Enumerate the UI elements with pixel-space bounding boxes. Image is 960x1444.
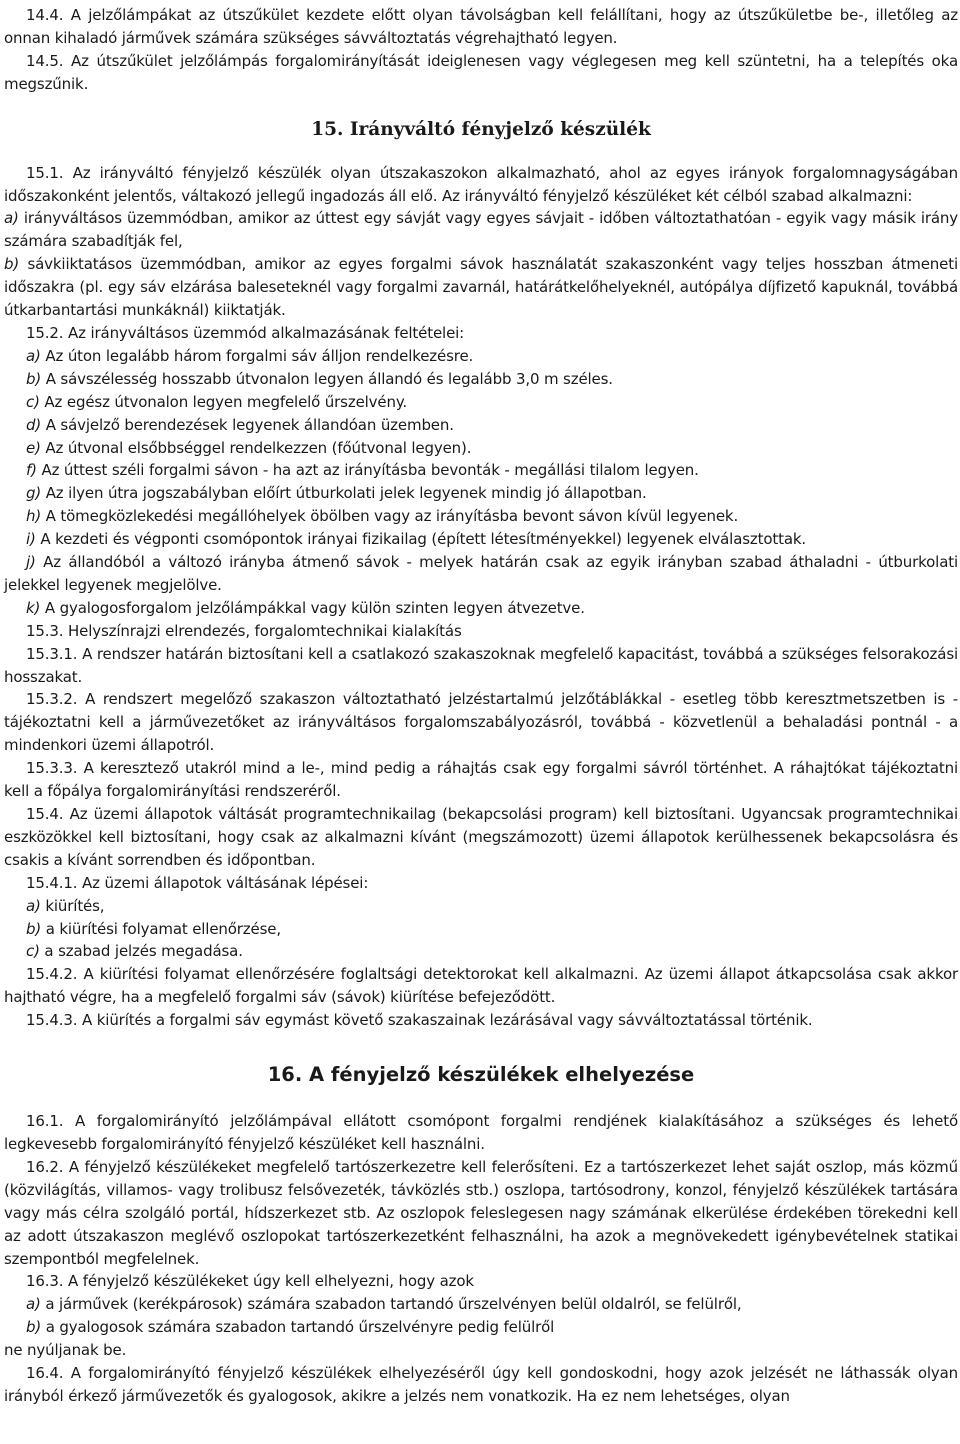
- list-item-16-3-b: [4, 1316, 958, 1339]
- paragraph-16-2: 16.2. A fényjelző készülékeket megfelelő tartószerkezetre kell felerősíteni. Ez a tartószerkezet lehet saját oszlop, más közmű (közvilágítás, villamos- vagy trolibusz felsővezeték, távközlés stb.) oszlopa, tartósodrony, konzol, fényjelző készülékek tartására vagy más célra szolgáló portál, hídszerkezet stb. Az oszlopok feleslegesen nagy számának elkerülése érdekében törekedni kell az adott útszakaszon meglévő oszlopokat tartószerkezetként felhasználni, ha azok a megnövekedett igénybevételnek statikai szempontból megfelelnek.: [4, 1157, 958, 1268]
- list-text: A tömegközlekedési megállóhelyek öbölben vagy az irányításba bevont sávon kívül legyenek.: [41, 507, 739, 526]
- list-item-15-2-b: [4, 368, 958, 391]
- list-text: Az egész útvonalon legyen megfelelő űrszelvény.: [39, 392, 408, 411]
- paragraph-15-1: 15.1. Az irányváltó fényjelző készülék olyan útszakaszokon alkalmazható, ahol az egyes irányok forgalomnagyságában időszakonként jelentős, váltakozó jellegű ingadozás áll elő. Az irányváltó fényjelző készüléket két célból szabad alkalmazni:: [4, 163, 958, 205]
- paragraph-15-4-1: 15.4.1. Az üzemi állapotok váltásának lépései:: [26, 873, 369, 892]
- document-page: [4, 4, 958, 1408]
- paragraph-14-5: 14.5. Az útszűkület jelzőlámpás forgalomirányítását ideiglenesen vagy véglegesen meg kell szüntetni, ha a telepítés oka megszűnik.: [4, 51, 958, 93]
- paragraph-15-3-1: 15.3.1. A rendszer határán biztosítani kell a csatlakozó szakaszoknak megfelelő kapacitást, továbbá a szükséges felsorakozási hosszakat.: [4, 644, 958, 686]
- list-item-15-2-f: [4, 459, 958, 482]
- list-label: g): [26, 484, 42, 503]
- list-label: c): [26, 392, 40, 411]
- list-text: a szabad jelzés megadása.: [39, 942, 243, 961]
- list-item-15-2-a: [4, 345, 958, 368]
- list-label: k): [26, 598, 41, 617]
- list-text: A sávjelző berendezések legyenek állandóan üzemben.: [41, 415, 454, 434]
- paragraph-15-3: 15.3. Helyszínrajzi elrendezés, forgalomtechnikai kialakítás: [26, 621, 462, 640]
- list-text: irányváltásos üzemmódban, amikor az úttest egy sávját vagy egyes sávjait - időben változtathatóan - egyik vagy másik irány számára szabadítják fel,: [4, 209, 958, 251]
- list-item-15-4-1-a: [4, 895, 958, 918]
- list-label: f): [26, 461, 37, 480]
- list-item-16-3-a: [4, 1293, 958, 1316]
- list-text: a gyalogosok számára szabadon tartandó űrszelvényre pedig felülről: [41, 1318, 555, 1337]
- paragraph-14-4: 14.4. A jelzőlámpákat az útszűkület kezdete előtt olyan távolságban kell felállítani, hogy az útszűkületbe be-, illetőleg az onnan kihaladó járművek számára szükséges sávváltoztatás végrehajtható legyen.: [4, 6, 958, 47]
- list-text: A kezdeti és végponti csomópontok irányai fizikailag (épített létesítményekkel) legyenek elválasztottak.: [35, 530, 807, 549]
- list-item-15-2-i: [4, 528, 958, 551]
- list-label: b): [26, 369, 42, 388]
- list-label: b): [4, 255, 20, 274]
- list-item-15-2-e: [4, 437, 958, 460]
- list-label: b): [26, 919, 42, 938]
- list-text: Az ilyen útra jogszabályban előírt útburkolati jelek legyenek mindig jó állapotban.: [41, 484, 647, 503]
- list-item-15-2-k: [4, 597, 958, 620]
- list-label: a): [26, 1295, 41, 1314]
- list-text: a kiürítési folyamat ellenőrzése,: [41, 919, 281, 938]
- list-label: b): [26, 1318, 42, 1337]
- paragraph-15-4: 15.4. Az üzemi állapotok váltását programtechnikailag (bekapcsolási program) kell biztosítani. Ugyancsak programtechnikai eszközökkel kell biztosítani, hogy csak az alkalmazni kívánt (megszámozott) üzemi állapotok kerülhessenek bekapcsolásra és csakis a kívánt sorrendben és időpontban.: [4, 805, 958, 869]
- list-label: a): [26, 896, 41, 915]
- paragraph-16-1: 16.1. A forgalomirányító jelzőlámpával ellátott csomópont forgalmi rendjének kialakításához a szükséges és lehető legkevesebb forgalomirányító fényjelző készüléket kell használni.: [4, 1112, 958, 1153]
- list-item-15-4-1-b: [4, 918, 958, 941]
- list-label: d): [26, 415, 42, 434]
- paragraph-15-2: 15.2. Az irányváltásos üzemmód alkalmazásának feltételei:: [26, 323, 465, 342]
- list-label: i): [26, 530, 36, 549]
- list-item-15-2-j: [4, 551, 958, 597]
- list-label: c): [26, 942, 40, 961]
- list-item-15-2-d: [4, 414, 958, 437]
- paragraph-15-4-3: 15.4.3. A kiürítés a forgalmi sáv egymást követő szakaszainak lezárásával vagy sávváltoztatással történik.: [26, 1011, 813, 1030]
- list-text: A gyalogosforgalom jelzőlámpákkal vagy külön szinten legyen átvezetve.: [40, 598, 585, 617]
- paragraph-16-3: 16.3. A fényjelző készülékeket úgy kell elhelyezni, hogy azok: [26, 1272, 474, 1291]
- list-text: Az úttest széli forgalmi sávon - ha azt az irányításba bevonták - megállási tilalom legyen.: [36, 461, 699, 480]
- paragraph-16-3-tail: ne nyúljanak be.: [4, 1341, 127, 1360]
- paragraph-16-4: 16.4. A forgalomirányító fényjelző készülékek elhelyezéséről úgy kell gondoskodni, hogy azok jelzését ne láthassák olyan irányból érkező járművezetők és gyalogosok, akikre a jelzés nem vonatkozik. Ha ez nem lehetséges, olyan: [4, 1364, 958, 1405]
- list-text: Az úton legalább három forgalmi sáv álljon rendelkezésre.: [40, 346, 474, 365]
- list-text: kiürítés,: [40, 896, 105, 915]
- list-label: e): [26, 438, 41, 457]
- list-item-15-2-c: [4, 391, 958, 414]
- list-item-15-1-b: [4, 253, 958, 322]
- list-item-15-1-a: [4, 207, 958, 253]
- list-label: h): [26, 507, 42, 526]
- list-label: j): [26, 553, 36, 572]
- list-label: a): [26, 346, 41, 365]
- list-item-15-2-h: [4, 505, 958, 528]
- list-text: sávkiiktatásos üzemmódban, amikor az egyes forgalmi sávok használatát szakaszonként vagy teljes hosszban átmeneti időszakra (pl. egy sáv elzárása baleseteknél vagy forgalmi zavarnál, határátkelőhelyeknél, autópálya díjfizető kapuknál, továbbá útkarbantartási munkáknál) kiiktatják.: [4, 255, 958, 320]
- list-text: Az állandóból a változó irányba átmenő sávok - melyek határán csak az egyik irányban szabad áthaladni - útburkolati jelekkel legyenek megjelölve.: [4, 553, 958, 594]
- list-item-15-2-g: [4, 482, 958, 505]
- paragraph-15-3-2: 15.3.2. A rendszert megelőző szakaszon változtatható jelzéstartalmú jelzőtáblákkal - esetleg több keresztmetszetben is - tájékoztatni kell a járművezetőket az irányváltásos forgalomszabályozásról, továbbá - közvetlenül a behaladási pontnál - a mindenkori üzemi állapotról.: [4, 690, 958, 755]
- section-heading-16: 16. A fényjelző készülékek elhelyezése: [267, 1063, 695, 1087]
- list-item-15-4-1-c: [4, 940, 958, 963]
- section-heading-15: 15. Irányváltó fényjelző készülék: [311, 118, 651, 140]
- paragraph-15-4-2: 15.4.2. A kiürítési folyamat ellenőrzésére foglaltsági detektorokat kell alkalmazni. Az üzemi állapot átkapcsolása csak akkor hajtható végre, ha a megfelelő forgalmi sáv (sávok) kiürítése befejeződött.: [4, 965, 958, 1007]
- list-text: A sávszélesség hosszabb útvonalon legyen állandó és legalább 3,0 m széles.: [41, 369, 613, 388]
- paragraph-15-3-3: 15.3.3. A keresztező utakról mind a le-, mind pedig a ráhajtás csak egy forgalmi sávról történhet. A ráhajtókat tájékoztatni kell a főpálya forgalomirányítási rendszeréről.: [4, 759, 958, 801]
- list-text: a járművek (kerékpárosok) számára szabadon tartandó űrszelvényen belül oldalról, se felülről,: [40, 1295, 742, 1314]
- list-label: a): [4, 209, 19, 228]
- list-text: Az útvonal elsőbbséggel rendelkezzen (főútvonal legyen).: [40, 438, 472, 457]
